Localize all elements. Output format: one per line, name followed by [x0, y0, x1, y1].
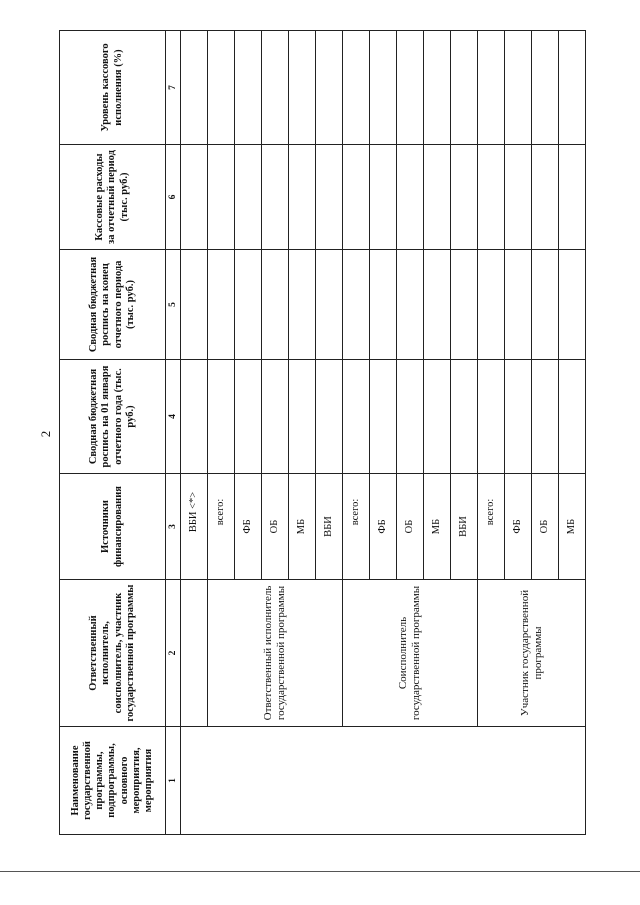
value-cell [208, 145, 235, 250]
executor-role-cell: Участник государственной программы [478, 580, 586, 727]
funding-source-cell: МБ [424, 474, 451, 580]
funding-source-cell: МБ [289, 474, 316, 580]
value-cell [289, 360, 316, 474]
funding-source-cell: ОБ [532, 474, 559, 580]
funding-source-cell: всего: [208, 474, 235, 580]
value-cell [532, 31, 559, 145]
header-execution-level: Уровень кассового исполнения (%) [60, 31, 166, 145]
value-cell [208, 360, 235, 474]
value-cell [208, 250, 235, 360]
value-cell [397, 31, 424, 145]
value-cell [397, 145, 424, 250]
value-cell [289, 31, 316, 145]
value-cell [343, 250, 370, 360]
column-number: 6 [166, 145, 181, 250]
value-cell [478, 250, 505, 360]
funding-source-cell: всего: [478, 474, 505, 580]
value-cell [316, 31, 343, 145]
value-cell [478, 31, 505, 145]
value-cell [505, 250, 532, 360]
value-cell [559, 360, 586, 474]
rotated-table-container [59, 31, 625, 835]
column-number: 4 [166, 360, 181, 474]
value-cell [289, 250, 316, 360]
value-cell [424, 145, 451, 250]
executor-cell [181, 580, 208, 727]
column-number: 2 [166, 580, 181, 727]
value-cell [235, 145, 262, 250]
header-budget-period-end: Сводная бюджетная роспись на конец отчетного периода (тыс. руб.) [60, 250, 166, 360]
value-cell [559, 250, 586, 360]
funding-source-cell: ОБ [262, 474, 289, 580]
value-cell [370, 31, 397, 145]
value-cell [559, 31, 586, 145]
table-row [478, 31, 505, 835]
value-cell [262, 31, 289, 145]
value-cell [316, 360, 343, 474]
value-cell [505, 31, 532, 145]
budget-execution-table [59, 30, 586, 835]
value-cell [370, 250, 397, 360]
value-cell [397, 360, 424, 474]
value-cell [478, 360, 505, 474]
funding-source-cell: всего: [343, 474, 370, 580]
value-cell [262, 145, 289, 250]
value-cell [235, 250, 262, 360]
header-row [60, 31, 166, 835]
value-cell [505, 360, 532, 474]
value-cell [343, 31, 370, 145]
value-cell [181, 360, 208, 474]
value-cell [451, 250, 478, 360]
column-number-row [166, 31, 181, 835]
table-row [343, 31, 370, 835]
funding-source-cell: ФБ [505, 474, 532, 580]
value-cell [370, 145, 397, 250]
value-cell [370, 360, 397, 474]
value-cell [397, 250, 424, 360]
value-cell [505, 145, 532, 250]
value-cell [181, 31, 208, 145]
value-cell [262, 250, 289, 360]
value-cell [424, 360, 451, 474]
funding-source-cell: МБ [559, 474, 586, 580]
funding-source-cell: ФБ [370, 474, 397, 580]
header-funding-source: Источники финансирования [60, 474, 166, 580]
header-program-name: Наименование государственной программы, подпрограммы, основного мероприятия, мероприятия [60, 727, 166, 835]
value-cell [451, 31, 478, 145]
value-cell [181, 250, 208, 360]
value-cell [451, 145, 478, 250]
header-executor: Ответственный исполнитель, соисполнитель, участник государственной программы [60, 580, 166, 727]
value-cell [478, 145, 505, 250]
value-cell [262, 360, 289, 474]
executor-role-cell: Соисполнитель государственной программы [343, 580, 478, 727]
value-cell [208, 31, 235, 145]
value-cell [559, 145, 586, 250]
value-cell [343, 145, 370, 250]
funding-source-cell: ВБИ [451, 474, 478, 580]
page-bottom-rule [0, 871, 640, 872]
funding-source-cell: ФБ [235, 474, 262, 580]
column-number: 7 [166, 31, 181, 145]
column-number: 5 [166, 250, 181, 360]
page-number: 2 [38, 430, 53, 438]
value-cell [532, 360, 559, 474]
value-cell [316, 145, 343, 250]
value-cell [532, 145, 559, 250]
executor-role-cell: Ответственный исполнитель государственной программы [208, 580, 343, 727]
table-row [208, 31, 235, 835]
value-cell [289, 145, 316, 250]
value-cell [235, 31, 262, 145]
funding-source-cell: ВБИ <*> [181, 474, 208, 580]
value-cell [235, 360, 262, 474]
column-number: 1 [166, 727, 181, 835]
column-number: 3 [166, 474, 181, 580]
value-cell [343, 360, 370, 474]
value-cell [451, 360, 478, 474]
table-row [181, 31, 208, 835]
value-cell [424, 250, 451, 360]
value-cell [181, 145, 208, 250]
value-cell [532, 250, 559, 360]
value-cell [316, 250, 343, 360]
program-name-cell [181, 727, 586, 835]
value-cell [424, 31, 451, 145]
header-budget-jan: Сводная бюджетная роспись на 01 января отчетного года (тыс. руб.) [60, 360, 166, 474]
funding-source-cell: ВБИ [316, 474, 343, 580]
funding-source-cell: ОБ [397, 474, 424, 580]
header-cash-expenses: Кассовые расходы за отчетный период (тыс. руб.) [60, 145, 166, 250]
